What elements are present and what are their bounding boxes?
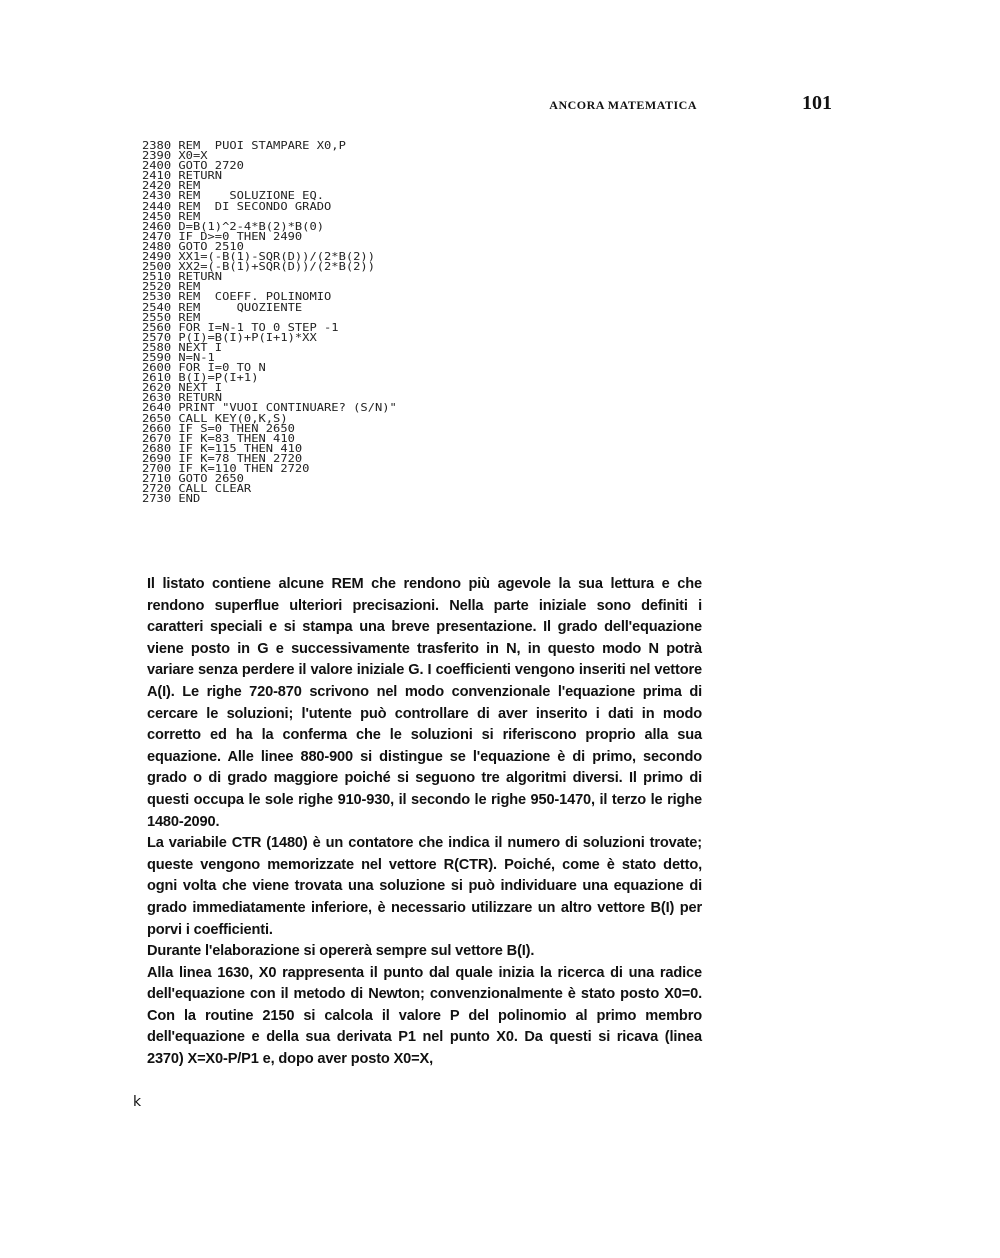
running-title: ANCORA MATEMATICA [549, 98, 697, 112]
listing-line: 2550 REM [142, 310, 201, 324]
page-header [140, 94, 832, 120]
listing-line: 2710 GOTO 2650 [142, 472, 244, 486]
listing-line: 2540 REM QUOZIENTE [142, 300, 303, 314]
listing-line: 2720 CALL CLEAR [142, 482, 252, 496]
listing-line: 2580 NEXT I [142, 340, 223, 354]
body-text [147, 574, 702, 1071]
paragraph: Il listato contiene alcune REM che rendono più agevole la sua lettura e che rendono superflue ulteriori precisazioni. Nella parte iniziale sono definiti i caratteri speciali e si stampa una breve presentazione. Il grado dell'equazione viene posto in G e successivamente trasferito in N, in questo modo N potrà variare senza perdere il valore iniziale G. I coefficienti vengono inseriti nel vettore A(I). Le righe 720-870 scrivono nel modo convenzionale l'equazione prima di cercare le soluzioni; l'utente può controllare di aver inserito i dati in modo corretto ed ha la conferma che le soluzioni si riferiscono proprio alla sua equazione. Alle linee 880-900 si distingue se l'equazione è di primo, secondo grado o di grado maggiore poiché si seguono tre algoritmi diversi. Il primo di questi occupa le sole righe 910-930, il secondo le righe 950-1470, il terzo le righe 1480-2090. [147, 576, 702, 830]
listing-line: 2620 NEXT I [142, 381, 223, 395]
listing-line: 2670 IF K=83 THEN 410 [142, 431, 295, 445]
listing-line: 2520 REM [142, 280, 201, 294]
listing-line: 2380 REM PUOI STAMPARE X0,P [142, 139, 346, 152]
listing-line: 2490 XX1=(-B(1)-SQR(D))/(2*B(2)) [142, 250, 375, 264]
listing-line: 2400 GOTO 2720 [142, 159, 244, 173]
listing-line: 2730 END [142, 492, 201, 506]
listing-line: 2460 D=B(1)^2-4*B(2)*B(0) [142, 219, 325, 233]
listing-line: 2440 REM DI SECONDO GRADO [142, 199, 332, 213]
listing-line: 2590 N=N-1 [142, 350, 215, 364]
listing-line: 2650 CALL KEY(0,K,S) [142, 411, 288, 425]
listing-line: 2640 PRINT "VUOI CONTINUARE? (S/N)" [142, 401, 397, 415]
listing-line: 2660 IF S=0 THEN 2650 [142, 421, 295, 435]
listing-line: 2470 IF D>=0 THEN 2490 [142, 229, 303, 243]
page-number: 101 [802, 92, 832, 114]
paragraph: La variabile CTR (1480) è un contatore che indica il numero di soluzioni trovate; queste vengono memorizzate nel vettore R(CTR). Poiché, come è stato detto, ogni volta che viene trovata una soluzione si può individuare una equazione di grado immediatamente inferiore, è necessario utilizzare un altro vettore B(I) per porvi i coefficienti. [147, 835, 702, 938]
listing-line: 2680 IF K=115 THEN 410 [142, 441, 303, 455]
listing-line: 2610 B(I)=P(I+1) [142, 371, 259, 385]
listing-line: 2390 X0=X [142, 149, 208, 163]
listing-line: 2410 RETURN [142, 169, 223, 183]
listing-line: 2450 REM [142, 209, 201, 223]
listing-line: 2480 GOTO 2510 [142, 239, 244, 253]
listing-line: 2630 RETURN [142, 391, 223, 405]
listing-line: 2510 RETURN [142, 270, 223, 284]
listing-line: 2430 REM SOLUZIONE EQ. [142, 189, 325, 203]
paragraph: Durante l'elaborazione si opererà sempre sul vettore B(I). [147, 943, 535, 960]
listing-line: 2570 P(I)=B(I)+P(I+1)*XX [142, 330, 317, 344]
listing-line: 2700 IF K=110 THEN 2720 [142, 462, 310, 475]
listing-line: 2420 REM [142, 179, 201, 193]
program-listing [142, 141, 523, 504]
margin-mark: k [133, 1094, 142, 1110]
listing-line: 2600 FOR I=0 TO N [142, 361, 266, 375]
listing-line: 2530 REM COEFF. POLINOMIO [142, 290, 332, 304]
listing-line: 2560 FOR I=N-1 TO 0 STEP -1 [142, 320, 339, 334]
paragraph: Alla linea 1630, X0 rappresenta il punto dal quale inizia la ricerca di una radice dell'equazione con il metodo di Newton; convenzionalmente è stato posto X0=0. Con la routine 2150 si calcola il valore P del polinomio al primo membro dell'equazione e della sua derivata P1 nel punto X0. Da questi si ricava (linea 2370) X=X0-P/P1 e, dopo aver posto X0=X, [147, 964, 702, 1068]
listing-line: 2690 IF K=78 THEN 2720 [142, 451, 303, 465]
listing-line: 2500 XX2=(-B(1)+SQR(D))/(2*B(2)) [142, 260, 375, 274]
